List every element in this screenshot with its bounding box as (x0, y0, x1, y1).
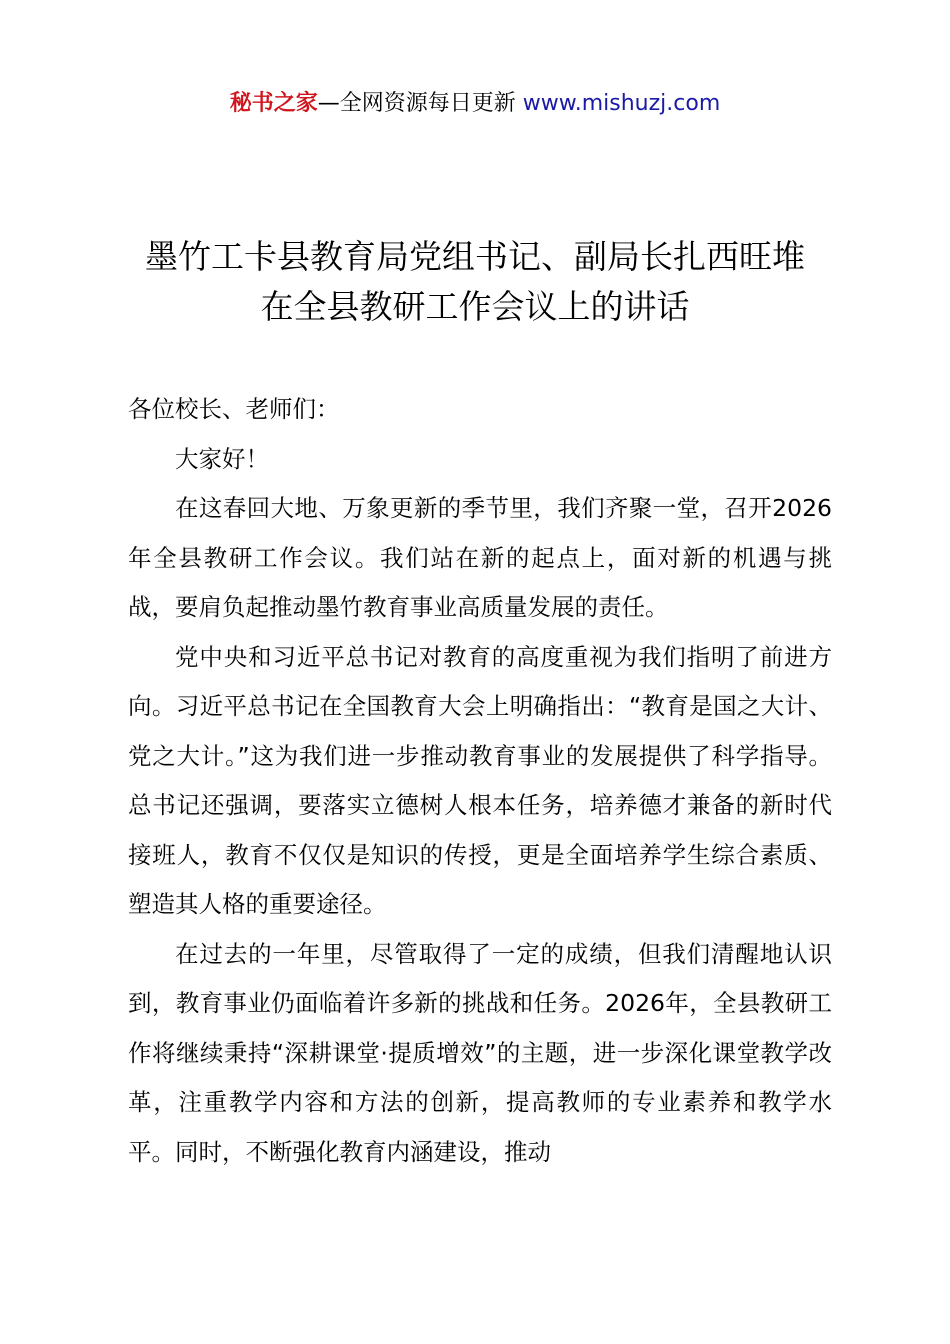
site-header (0, 88, 950, 120)
document-body (128, 385, 832, 1177)
title-line-2: 在全县教研工作会议上的讲话 (260, 287, 690, 326)
greeting: 大家好！ (175, 444, 269, 473)
document-title (100, 232, 850, 332)
salutation: 各位校长、老师们： (128, 395, 340, 423)
site-tagline: —全网资源每日更新 (317, 91, 523, 116)
body-paragraph: 在过去的一年里，尽管取得了一定的成绩，但我们清醒地认识到，教育事业仍面临着许多新的挑战和任务。2026年，全县教研工作将继续秉持“深耕课堂·提质增效”的主题，进一步深化课堂教学改革，注重教学内容和方法的创新，提高教师的专业素养和教学水平。同时，不断强化教育内涵建设，推动 (128, 939, 832, 1166)
body-paragraph: 党中央和习近平总书记对教育的高度重视为我们指明了前进方向。习近平总书记在全国教育大会上明确指出：“教育是国之大计、党之大计。”这为我们进一步推动教育事业的发展提供了科学指导。总书记还强调，要落实立德树人根本任务，培养德才兼备的新时代接班人，教育不仅仅是知识的传授，更是全面培养学生综合素质、塑造其人格的重要途径。 (128, 642, 832, 918)
site-url-link[interactable]: www.mishuzj.com (522, 91, 721, 116)
site-brand: 秘书之家 (229, 91, 318, 116)
title-line-1: 墨竹工卡县教育局党组书记、副局长扎西旺堆 (145, 237, 805, 276)
body-paragraph: 在这春回大地、万象更新的季节里，我们齐聚一堂，召开2026年全县教研工作会议。我们站在新的起点上，面对新的机遇与挑战，要肩负起推动墨竹教育事业高质量发展的责任。 (128, 494, 832, 621)
